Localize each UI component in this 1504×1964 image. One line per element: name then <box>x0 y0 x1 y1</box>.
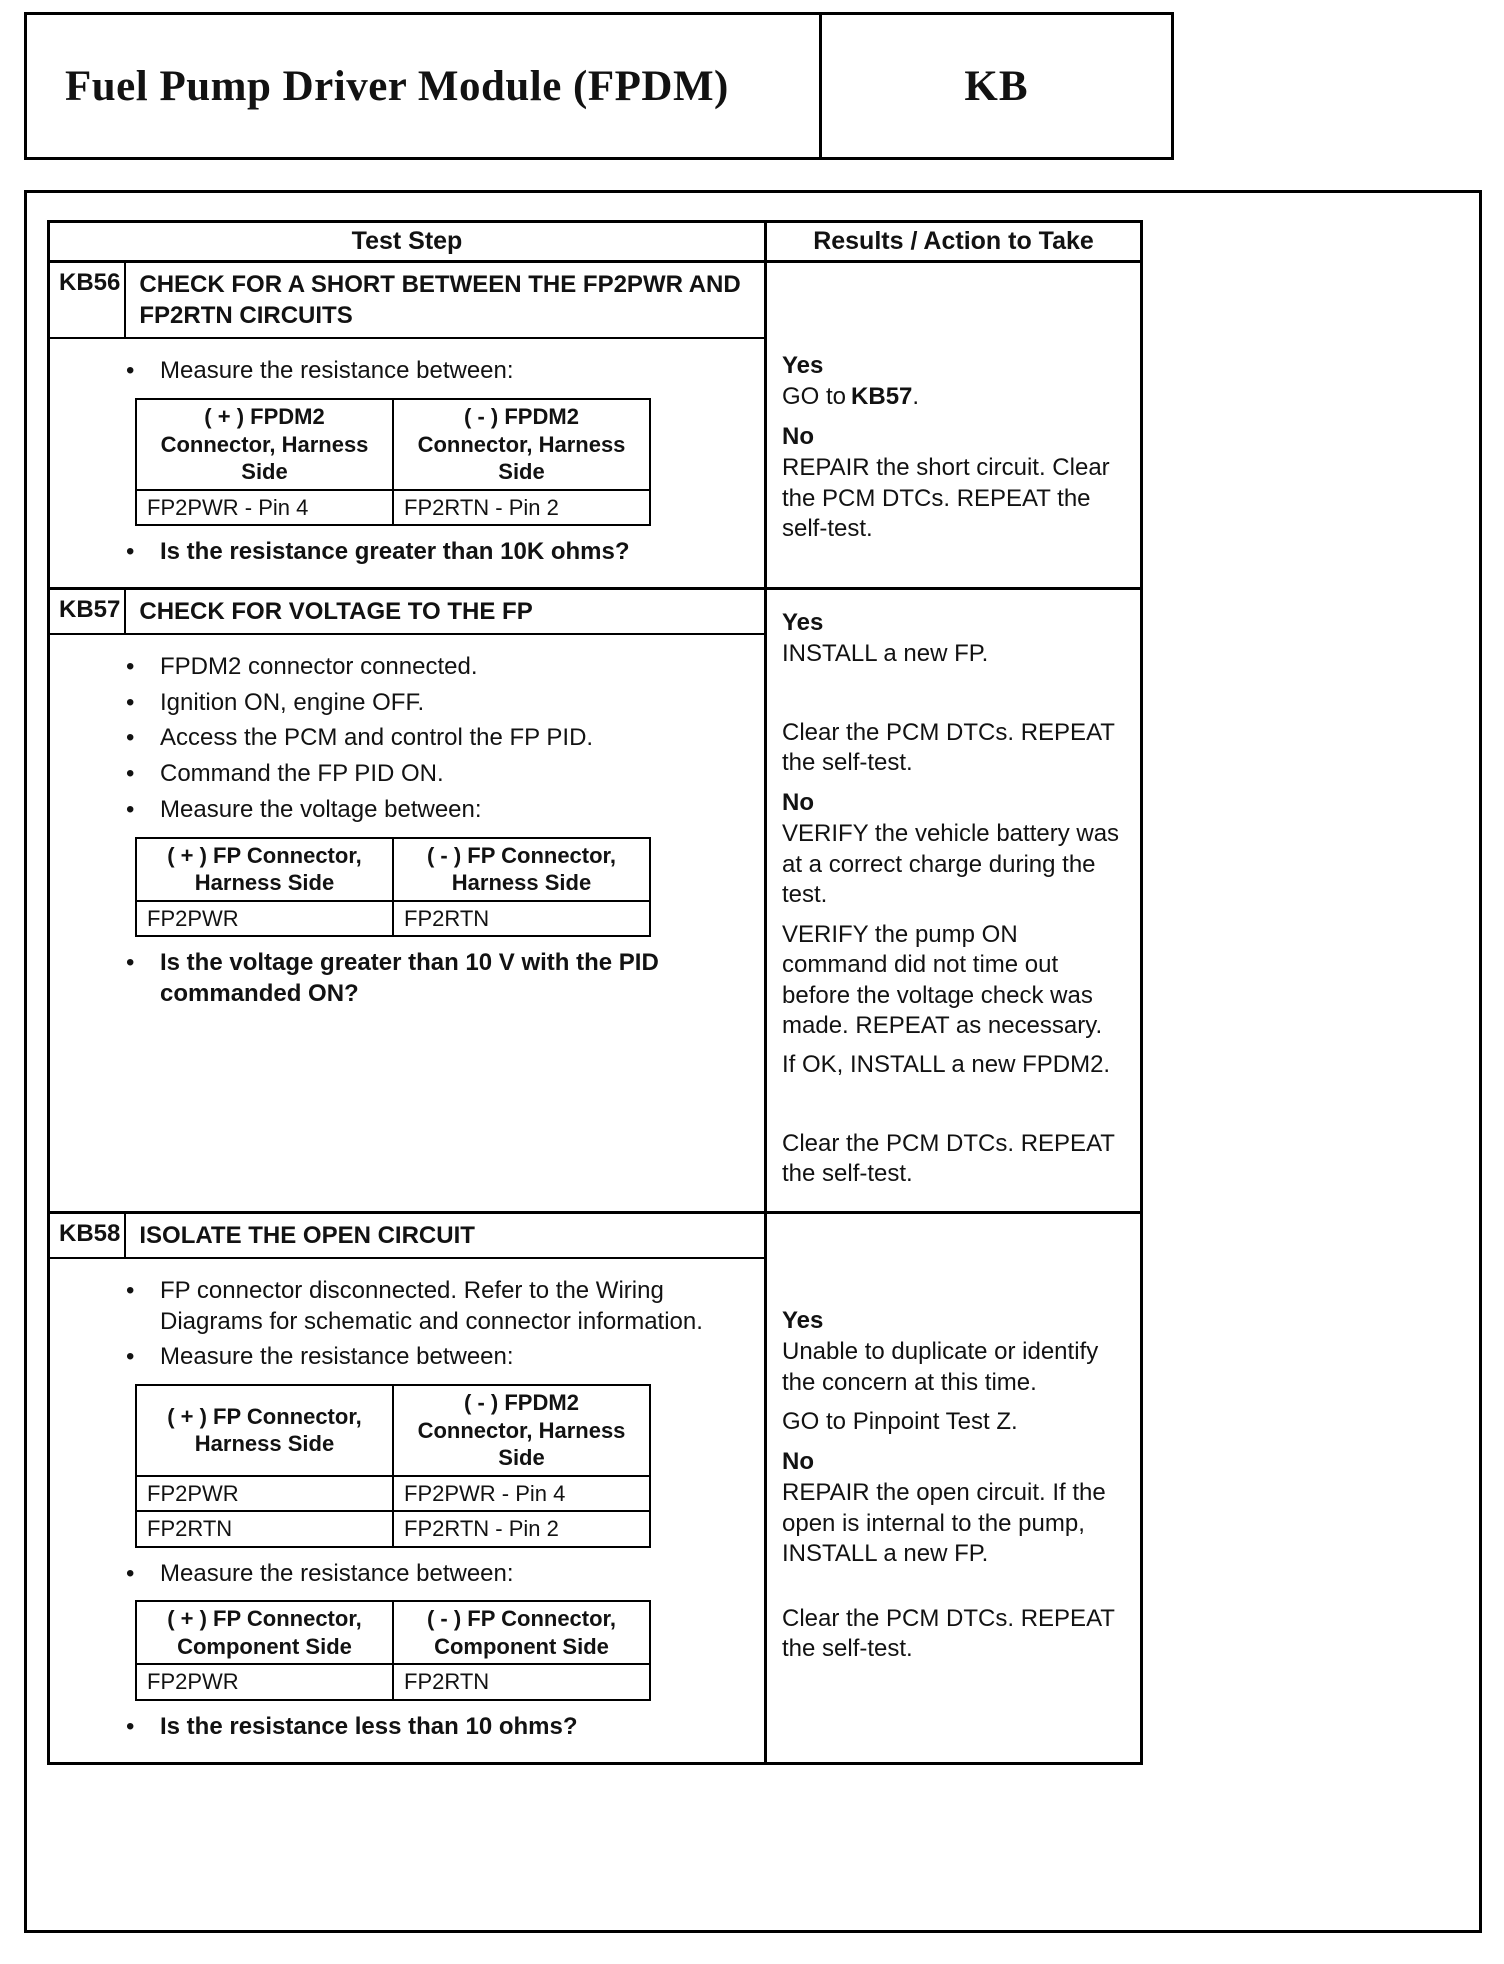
bullet-item: • FPDM2 connector connected. <box>50 652 756 683</box>
connector-table <box>135 837 651 938</box>
step-title: ISOLATE THE OPEN CIRCUIT <box>139 1221 475 1249</box>
bullet-item: • Ignition ON, engine OFF. <box>50 688 756 719</box>
question-item <box>50 537 756 568</box>
step-id: KB58 <box>50 1214 126 1257</box>
connector-table-cell: FP2PWR <box>136 1476 393 1512</box>
step-title-bar <box>50 1214 764 1259</box>
step-title: CHECK FOR VOLTAGE TO THE FP <box>139 597 533 625</box>
step-id: KB57 <box>50 590 126 633</box>
connector-table-row <box>136 1664 650 1700</box>
connector-table-cell: FP2PWR - Pin 4 <box>393 1476 650 1512</box>
result-paragraph: Clear the PCM DTCs. REPEAT the self-test. <box>782 1129 1115 1188</box>
connector-table-header-cell: ( - ) FPDM2 Connector, Harness Side <box>393 1385 650 1476</box>
connector-table-header-cell: ( - ) FP Connector, Harness Side <box>393 838 650 901</box>
question-text: Is the resistance greater than 10K ohms? <box>160 538 630 566</box>
connector-table-cell: FP2PWR <box>136 901 393 937</box>
connector-table-header-row <box>136 838 650 901</box>
connector-table-cell: FP2PWR <box>136 1664 393 1700</box>
results-cell <box>767 263 1140 587</box>
test-step-cell <box>50 263 767 587</box>
connector-table <box>135 1600 651 1701</box>
connector-table-cell: FP2RTN - Pin 2 <box>393 490 650 526</box>
page-header <box>24 12 1174 160</box>
result-paragraph: Clear the PCM DTCs. REPEAT the self-test. <box>782 1604 1115 1663</box>
connector-table <box>135 398 651 526</box>
connector-table-row <box>136 1476 650 1512</box>
bullet-icon: • <box>126 949 135 977</box>
pinpoint-test-table <box>47 220 1143 1765</box>
bullet-icon: • <box>126 1277 135 1305</box>
question-item <box>50 1712 756 1743</box>
go-to-prefix: GO to <box>782 383 847 411</box>
connector-table-row <box>136 1511 650 1547</box>
step-link: KB57 <box>851 383 913 411</box>
bullet-icon: • <box>126 1343 135 1371</box>
step-id: KB56 <box>50 263 126 337</box>
bullet-icon: • <box>126 1712 135 1740</box>
connector-table-header-cell: ( + ) FPDM2 Connector, Harness Side <box>136 399 393 490</box>
result-yes-label: Yes <box>782 608 824 636</box>
question-text: Is the voltage greater than 10 V with the PID commanded ON? <box>160 949 659 1007</box>
connector-table-row <box>136 490 650 526</box>
bullet-item: • Measure the voltage between: <box>50 795 756 826</box>
connector-table-header-row <box>136 1385 650 1476</box>
connector-table-header-cell: ( - ) FP Connector, Component Side <box>393 1601 650 1664</box>
connector-table-header-row <box>136 1601 650 1664</box>
bullet-icon: • <box>126 688 135 716</box>
page-title-cell <box>27 15 819 157</box>
result-paragraph: REPAIR the open circuit. If the open is internal to the pump, INSTALL a new FP. <box>782 1479 1106 1568</box>
bullet-item: • FP connector disconnected. Refer to the Wiring Diagrams for schematic and connector information. <box>50 1276 756 1337</box>
step-title-bar <box>50 590 764 635</box>
result-paragraph: If OK, INSTALL a new FPDM2. <box>782 1051 1111 1079</box>
section-code: KB <box>964 62 1029 110</box>
test-step-row-kb57 <box>50 590 1140 1214</box>
result-yes-label: Yes <box>782 1306 824 1334</box>
result-paragraph <box>782 382 1128 412</box>
question-item <box>50 948 756 1009</box>
bullet-icon: • <box>126 1559 135 1587</box>
result-paragraph: Unable to duplicate or identify the concern at this time. <box>782 1338 1099 1396</box>
results-column-header: Results / Action to Take <box>813 227 1094 255</box>
bullet-item: • Access the PCM and control the FP PID. <box>50 723 756 754</box>
page-title: Fuel Pump Driver Module (FPDM) <box>65 62 729 110</box>
result-paragraph: VERIFY the vehicle battery was at a correct charge during the test. <box>782 820 1120 909</box>
result-paragraph: VERIFY the pump ON command did not time out before the voltage check was made. REPEAT as necessary. <box>782 920 1103 1039</box>
connector-table-cell: FP2RTN <box>136 1511 393 1547</box>
connector-table-row <box>136 901 650 937</box>
step-title-bar <box>50 263 764 339</box>
test-step-column-header: Test Step <box>50 223 767 260</box>
results-cell <box>767 1214 1140 1762</box>
connector-table-cell: FP2RTN <box>393 1664 650 1700</box>
connector-table-header-cell: ( + ) FP Connector, Component Side <box>136 1601 393 1664</box>
connector-table-cell: FP2PWR - Pin 4 <box>136 490 393 526</box>
section-code-cell <box>819 15 1171 157</box>
connector-table-cell: FP2RTN - Pin 2 <box>393 1511 650 1547</box>
bullet-icon: • <box>126 653 135 680</box>
connector-table-header-cell: ( - ) FPDM2 Connector, Harness Side <box>393 399 650 490</box>
bullet-icon: • <box>126 724 135 752</box>
table-header-row <box>50 223 1140 263</box>
result-no-label: No <box>782 422 814 450</box>
step-content <box>50 1259 764 1762</box>
test-step-row-kb58 <box>50 1214 1140 1762</box>
question-text: Is the resistance less than 10 ohms? <box>160 1712 578 1740</box>
bullet-item: • Measure the resistance between: <box>50 1342 756 1373</box>
bullet-icon: • <box>126 357 135 385</box>
connector-table <box>135 1384 651 1548</box>
result-paragraph: GO to Pinpoint Test Z. <box>782 1408 1018 1436</box>
step-content <box>50 339 764 586</box>
result-paragraph: INSTALL a new FP. <box>782 640 989 668</box>
bullet-icon: • <box>126 760 135 788</box>
step-title: CHECK FOR A SHORT BETWEEN THE FP2PWR AND FP2RTN CIRCUITS <box>139 271 741 330</box>
test-step-cell <box>50 590 767 1211</box>
go-to-suffix: . <box>912 383 920 411</box>
connector-table-header-cell: ( + ) FP Connector, Harness Side <box>136 838 393 901</box>
bullet-item: • Measure the resistance between: <box>50 356 756 387</box>
result-no-label: No <box>782 1447 814 1475</box>
step-content <box>50 635 764 1211</box>
result-paragraph: REPAIR the short circuit. Clear the PCM DTCs. REPEAT the self-test. <box>782 454 1110 543</box>
bullet-item: • Measure the resistance between: <box>50 1559 756 1590</box>
connector-table-cell: FP2RTN <box>393 901 650 937</box>
bullet-icon: • <box>126 538 135 566</box>
connector-table-header-cell: ( + ) FP Connector, Harness Side <box>136 1385 393 1476</box>
result-no-label: No <box>782 788 814 816</box>
test-step-row-kb56 <box>50 263 1140 590</box>
bullet-item: • Command the FP PID ON. <box>50 759 756 790</box>
result-paragraph: Clear the PCM DTCs. REPEAT the self-test. <box>782 718 1115 777</box>
test-step-cell <box>50 1214 767 1762</box>
pinpoint-test-frame <box>24 190 1482 1933</box>
connector-table-header-row <box>136 399 650 490</box>
result-yes-label: Yes <box>782 352 824 379</box>
results-cell <box>767 590 1140 1211</box>
bullet-icon: • <box>126 795 135 823</box>
